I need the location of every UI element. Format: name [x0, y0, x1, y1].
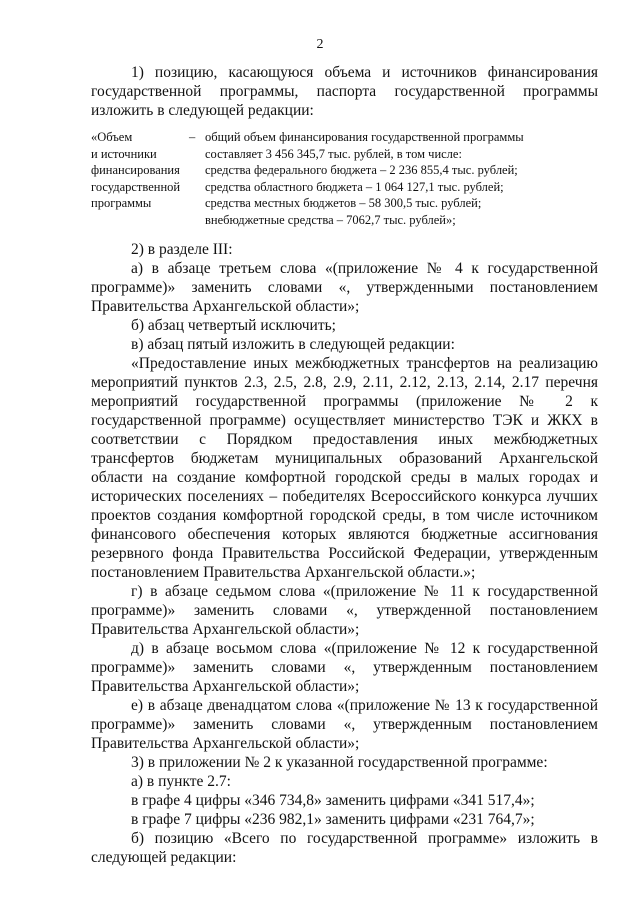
item-2-paragraph: 2) в разделе III: [131, 241, 233, 258]
passport-label-line: «Объем [91, 130, 133, 144]
passport-row [91, 129, 598, 228]
passport-values [205, 129, 598, 228]
passport-value-line: общий объем финансирования государственной программы [205, 130, 524, 144]
item-2d-paragraph: д) в абзаце восьмом слова «(приложение № 12 к государственной программе)» заменить словами «, утвержденным постановлением Правительства Архангельской области»; [91, 640, 598, 695]
body-block [91, 240, 598, 867]
passport-value-line: внебюджетные средства – 7062,7 тыс. рублей»; [205, 212, 456, 227]
item-2b-paragraph: б) абзац четвертый исключить; [131, 317, 336, 334]
passport-dash: – [189, 130, 196, 144]
item-1-paragraph: 1) позицию, касающуюся объема и источников финансирования государственной программы, паспорта государственной программы изложить в следующей редакции: [91, 64, 598, 119]
passport-label-line: программы [91, 196, 152, 210]
item-3a-column4-paragraph: в графе 4 цифры «346 734,8» заменить цифрами «341 517,4»; [131, 792, 535, 809]
item-3a-column7-paragraph: в графе 7 цифры «236 982,1» заменить цифрами «231 764,7»; [131, 811, 535, 828]
quote-paragraph: «Предоставление иных межбюджетных трансфертов на реализацию мероприятий пунктов 2.3, 2.5, 2.8, 2.9, 2.11, 2.12, 2.13, 2.14, 2.17 перечня мероприятий государственной программы (приложение № 2 к государственной программе) осуществляет министерство ТЭК и ЖКХ в соответствии с Порядком предоставления иных межбюджетных трансфертов бюджетам муниципальных образований Архангельской области на создание комфортной городской среды в малых городах и исторических поселениях – победителях Всероссийского конкурса лучших проектов создания комфортной городской среды, в том числе источником финансового обеспечения которых являются бюджетные ассигнования резервного фонда Правительства Российской Федерации, утвержденным постановлением Правительства Архангельской области.»; [91, 355, 598, 581]
page-number: 2 [316, 37, 324, 52]
passport-label-line: государственной [91, 179, 181, 194]
passport-value-line: средства областного бюджета – 1 064 127,1 тыс. рублей; [205, 179, 504, 194]
item-3a-paragraph: а) в пункте 2.7: [131, 773, 231, 790]
passport-value-line: средства федерального бюджета – 2 236 855,4 тыс. рублей; [205, 163, 518, 177]
passport-label [91, 129, 189, 228]
passport-value-line: составляет 3 456 345,7 тыс. рублей, в том числе: [205, 146, 462, 161]
item-3-paragraph: 3) в приложении № 2 к указанной государственной программе: [131, 754, 548, 771]
intro-block [91, 63, 598, 120]
passport-table [91, 129, 598, 228]
item-2e-paragraph: е) в абзаце двенадцатом слова «(приложение № 13 к государственной программе)» заменить словами «, утвержденным постановлением Правительства Архангельской области»; [91, 697, 598, 752]
passport-value-line: средства местных бюджетов – 58 300,5 тыс. рублей; [205, 196, 482, 210]
passport-label-line: финансирования [91, 163, 180, 177]
item-3b-paragraph: б) позицию «Всего по государственной программе» изложить в следующей редакции: [91, 830, 598, 866]
item-2v-paragraph: в) абзац пятый изложить в следующей редакции: [131, 336, 455, 353]
item-2g-paragraph: г) в абзаце седьмом слова «(приложение № 11 к государственной программе)» заменить словами «, утвержденной постановлением Правительства Архангельской области»; [91, 583, 598, 638]
passport-label-line: и источники [91, 146, 157, 161]
item-2a-paragraph: а) в абзаце третьем слова «(приложение № 4 к государственной программе)» заменить словами «, утвержденными постановлением Правительства Архангельской области»; [91, 260, 598, 315]
